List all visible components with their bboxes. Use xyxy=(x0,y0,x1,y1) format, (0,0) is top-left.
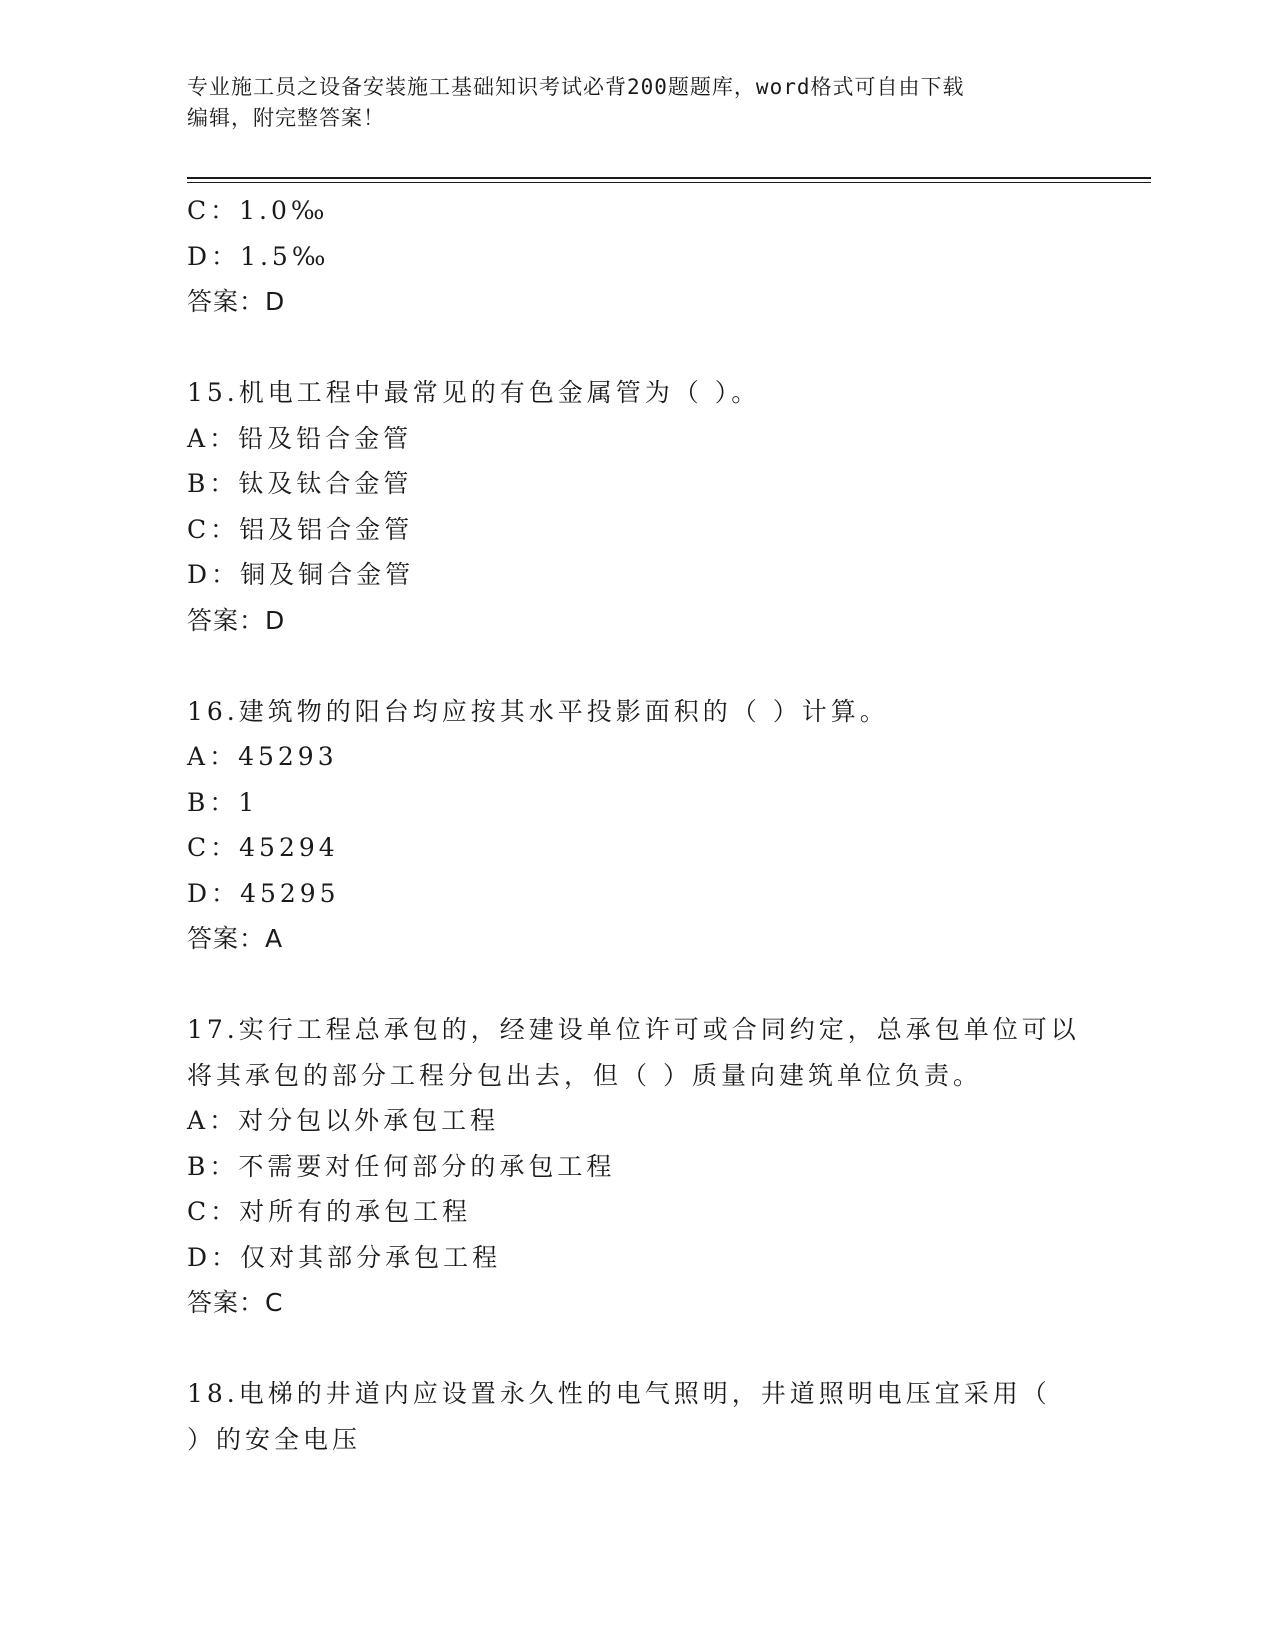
spacer xyxy=(187,1326,1087,1372)
option-line xyxy=(187,780,1087,826)
option-text: 铅及铅合金管 xyxy=(238,423,413,453)
answer-line: 答案：A xyxy=(187,924,284,953)
question-block xyxy=(187,1371,1087,1462)
option-separator: ： xyxy=(209,423,239,453)
option-text: 铜及铜合金管 xyxy=(240,560,415,589)
question-block xyxy=(187,370,1087,643)
option-text: 铝及铝合金管 xyxy=(239,514,414,544)
option-line xyxy=(187,552,1087,598)
option-line xyxy=(187,871,1087,917)
option-line xyxy=(187,825,1087,871)
option-letter: A xyxy=(187,423,210,453)
answer-line: 答案：D xyxy=(187,287,286,316)
option-letter: C xyxy=(187,514,211,544)
spacer xyxy=(187,325,1087,371)
option-separator: ： xyxy=(209,787,239,817)
document-header xyxy=(187,72,1087,134)
spacer xyxy=(187,643,1087,689)
option-line xyxy=(187,1235,1087,1281)
option-text: 45294 xyxy=(239,833,339,862)
option-line xyxy=(187,461,1087,507)
header-divider-thin xyxy=(187,182,1151,183)
answer-line: 答案：C xyxy=(187,1288,284,1317)
option-letter: B xyxy=(187,469,210,498)
question-list xyxy=(187,188,1087,1462)
question-block xyxy=(187,1007,1087,1326)
option-separator: ： xyxy=(210,833,240,862)
spacer xyxy=(187,962,1087,1008)
option-text: 钛及钛合金管 xyxy=(238,469,413,498)
option-separator: ： xyxy=(209,1106,239,1135)
option-letter: A xyxy=(187,742,210,771)
question-text: 16.建筑物的阳台均应按其水平投影面积的（ ）计算。 xyxy=(187,696,889,726)
option-separator: ： xyxy=(210,196,240,225)
option-letter: D xyxy=(187,878,212,908)
header-title-line-1: 专业施工员之设备安装施工基础知识考试必背200题题库，word格式可自由下载 xyxy=(187,75,965,99)
option-separator: ： xyxy=(209,469,239,498)
option-line xyxy=(187,1189,1087,1235)
option-text: 对所有的承包工程 xyxy=(239,1197,472,1226)
question-text-continued: 将其承包的部分工程分包出去，但（ ）质量向建筑单位负责。 xyxy=(187,1060,982,1090)
option-letter: D xyxy=(187,1242,212,1272)
header-divider-thick xyxy=(187,177,1151,179)
option-letter: A xyxy=(187,1106,210,1135)
option-separator: ： xyxy=(210,514,240,544)
option-line xyxy=(187,1098,1087,1144)
option-text: 1.5‰ xyxy=(240,241,330,271)
option-separator: ： xyxy=(211,878,241,908)
question-text-continued: ）的安全电压 xyxy=(187,1424,362,1454)
option-text: 不需要对任何部分的承包工程 xyxy=(238,1151,616,1181)
header-title-line-2: 编辑，附完整答案！ xyxy=(187,106,385,130)
option-text: 1.0‰ xyxy=(239,196,329,225)
option-letter: C xyxy=(187,833,211,862)
option-line xyxy=(187,188,1087,234)
option-line xyxy=(187,234,1087,280)
option-line xyxy=(187,1144,1087,1190)
option-text: 45295 xyxy=(240,878,340,908)
option-letter: B xyxy=(187,787,210,817)
option-letter: D xyxy=(187,560,212,589)
option-line xyxy=(187,507,1087,553)
option-letter: D xyxy=(187,241,212,271)
option-text: 1 xyxy=(238,787,259,817)
option-separator: ： xyxy=(211,1242,241,1272)
option-text: 对分包以外承包工程 xyxy=(238,1106,500,1135)
option-text: 仅对其部分承包工程 xyxy=(240,1242,502,1272)
option-line xyxy=(187,734,1087,780)
option-text: 45293 xyxy=(238,742,338,771)
option-letter: C xyxy=(187,1197,211,1226)
option-letter: C xyxy=(187,196,211,225)
option-separator: ： xyxy=(211,560,241,589)
option-line xyxy=(187,416,1087,462)
question-text: 17.实行工程总承包的，经建设单位许可或合同约定，总承包单位可以 xyxy=(187,1015,1080,1044)
answer-line: 答案：D xyxy=(187,605,286,635)
option-separator: ： xyxy=(211,241,241,271)
question-text: 18.电梯的井道内应设置永久性的电气照明，井道照明电压宜采用（ xyxy=(187,1379,1051,1408)
option-separator: ： xyxy=(210,1197,240,1226)
option-letter: B xyxy=(187,1151,210,1181)
question-text: 15.机电工程中最常见的有色金属管为（ ）。 xyxy=(187,378,761,407)
question-block xyxy=(187,689,1087,962)
option-separator: ： xyxy=(209,1151,239,1181)
prev-question-block xyxy=(187,188,1087,325)
option-separator: ： xyxy=(209,742,239,771)
